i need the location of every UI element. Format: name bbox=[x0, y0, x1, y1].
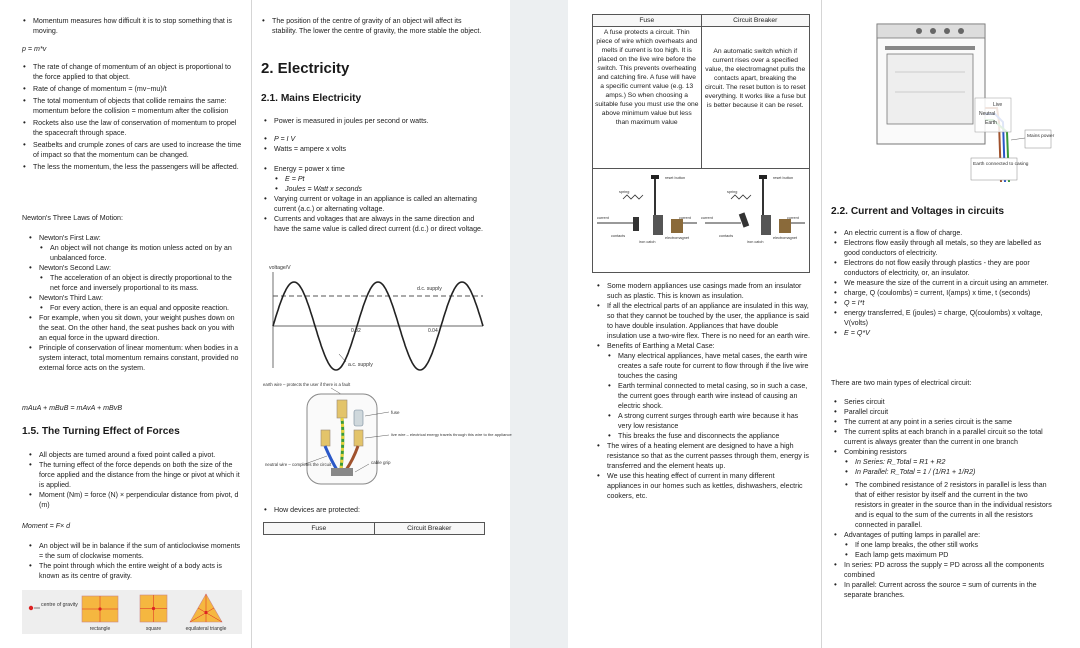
earth-casing-label: Earth connected to casing bbox=[973, 162, 1029, 167]
electricity-heading: 2. Electricity bbox=[261, 60, 350, 77]
current-label: current bbox=[787, 216, 799, 220]
stability-text: • The position of the centre of gravity of an object will affect its stability. The lower the centre of gravity, the more stable the object. bbox=[261, 16, 487, 36]
advantage-item: • Each lamp gets maximum PD bbox=[833, 550, 1055, 560]
newton-first: • Newton's First Law: bbox=[28, 233, 242, 243]
tick-label: 0.02 bbox=[351, 328, 361, 334]
list-item: • Moment (Nm) = force (N) × perpendicular distance from pivot, d (m) bbox=[28, 490, 242, 510]
neutral-label: Neutral bbox=[979, 111, 996, 117]
list-item: • The total momentum of objects that collide remains the same: momentum before the collision = momentum after the collision bbox=[22, 96, 242, 116]
list-item: • Series circuit bbox=[833, 397, 1055, 407]
oven-door bbox=[887, 54, 973, 124]
list-item: • In parallel: Current across the source = sum of currents in the separate branches. bbox=[833, 580, 1055, 600]
linear-momentum-principle: • Principle of conservation of linear momentum: when bodies in a system interact, total momentum remains constant, provided no external force acts on the system. bbox=[28, 343, 242, 373]
current-voltage-heading: 2.2. Current and Voltages in circuits bbox=[831, 206, 1005, 217]
knob-icon bbox=[930, 28, 936, 34]
fuse-description: A fuse protects a circuit. Thin piece of wire which overheats and melts if current is too high. It is placed on the live wire before the switch. This prevents overheating and catching fire. A fuse will have a specific current value (e.g. 13 amps.) So when choosing a suitable fuse you must use the one above minimum value but less than maximum value bbox=[593, 27, 702, 169]
list-item: • Benefits of Earthing a Metal Case: bbox=[596, 341, 810, 351]
list-item: • All objects are turned around a fixed point called a pivot. bbox=[28, 450, 242, 460]
table-header-fuse: Fuse bbox=[593, 15, 702, 27]
earth-benefit: • This breaks the fuse and disconnects the appliance bbox=[596, 431, 810, 441]
current-label: current bbox=[597, 216, 609, 220]
list-item: • charge, Q (coulombs) = current, I(amps) x time, t (seconds) bbox=[833, 288, 1055, 298]
newton-example: • For example, when you sit down, your weight pushes down on the seat. On the other hand, the seat pushes back on you with an equal force in the upward direction. bbox=[28, 313, 242, 343]
ac-label: a.c. supply bbox=[348, 362, 373, 368]
momentum-definition: • Momentum measures how difficult it is to stop something that is moving. bbox=[22, 16, 242, 36]
table-header-breaker: Circuit Breaker bbox=[701, 15, 810, 27]
contacts-label: contacts bbox=[719, 234, 734, 238]
list-item: • Varying current or voltage in an appliance is called an alternating current (a.c.) or alternating voltage. bbox=[263, 194, 487, 214]
newton-heading: Newton's Three Laws of Motion: bbox=[22, 214, 123, 222]
newton-third-detail: • For every action, there is an equal and opposite reaction. bbox=[28, 303, 242, 313]
newton-first-detail: • An object will not change its motion unless acted on by an unbalanced force. bbox=[28, 243, 242, 263]
power-equation: • P = I V bbox=[263, 134, 487, 144]
list-item: • Rockets also use the law of conservation of momentum to propel the spacecraft through space. bbox=[22, 118, 242, 138]
three-pin-plug-diagram bbox=[261, 378, 512, 488]
list-item: • An object will be in balance if the sum of anticlockwise moments = the sum of clockwise moments. bbox=[28, 541, 242, 561]
parallel-note: • The combined resistance of 2 resistors in parallel is less than that of either resistor by itself and the current in the two resistors in greater in the source than in the individual resistors and is equal to the sum of the currents in all the resistors connected in parallel. bbox=[833, 480, 1055, 530]
knob-icon bbox=[944, 28, 950, 34]
plug-earth-label: earth wire – protects the user if there is a fault bbox=[263, 382, 351, 387]
knob-icon bbox=[958, 28, 964, 34]
momentum-equation: p = m*v bbox=[22, 45, 47, 53]
knob-icon bbox=[916, 28, 922, 34]
newton-third: • Newton's Third Law: bbox=[28, 293, 242, 303]
circuit-breaker-diagram bbox=[593, 169, 809, 269]
plug-fuse-label: fuse bbox=[391, 410, 400, 415]
energy-sub: • Joules = Watt x seconds bbox=[263, 184, 487, 194]
power-measured: • Power is measured in joules per second or watts. bbox=[263, 116, 487, 126]
iron-catch-label: iron catch bbox=[747, 240, 764, 244]
fuse-vs-breaker-table bbox=[592, 14, 810, 273]
list-item: • The current splits at each branch in a parallel circuit so the total current is always greater than the current in one branch bbox=[833, 427, 1055, 447]
earth-benefit: • Earth terminal connected to metal casing, so in such a case, the current goes through earth wire instead of causing an electric shock. bbox=[596, 381, 810, 411]
newton-second: • Newton's Second Law: bbox=[28, 263, 242, 273]
list-item: • We measure the size of the current in a circuit using an ammeter. bbox=[833, 278, 1055, 288]
plug-neutral-label: neutral wire – completes the circuit bbox=[265, 462, 332, 467]
plug-cable-label: cable grip bbox=[371, 460, 391, 465]
list-item: • Seatbelts and crumple zones of cars are used to increase the time of impact so that the momentum can be changed. bbox=[22, 140, 242, 160]
list-item: • The rate of change of momentum of an object is proportional to the force applied to that object. bbox=[22, 62, 242, 82]
protection-table-header bbox=[263, 522, 485, 535]
dc-label: d.c. supply bbox=[417, 286, 442, 292]
current-label: current bbox=[679, 216, 691, 220]
parallel-equation: • In Parallel: R_Total = 1 / (1/R1 + 1/R2) bbox=[833, 467, 1055, 477]
ac-dc-voltage-graph bbox=[261, 262, 489, 372]
electromagnet-label: electromagnet bbox=[665, 236, 690, 240]
shape-label: equilateral triangle bbox=[185, 626, 227, 632]
page-right bbox=[568, 0, 1080, 648]
list-item: • Some modern appliances use casings made from an insulator such as plastic. This is known as insulation. bbox=[596, 281, 810, 301]
live-label: Live bbox=[993, 102, 1003, 108]
conservation-equation: mAuA + mBuB = mAvA + mBvB bbox=[22, 404, 123, 412]
list-item: • The current at any point in a series circuit is the same bbox=[833, 417, 1055, 427]
advantage-item: • If one lamp breaks, the other still works bbox=[833, 540, 1055, 550]
earth-label: Earth bbox=[985, 120, 997, 126]
list-item: • energy transferred, E (joules) = charge, Q(coulombs) x voltage, V(volts) bbox=[833, 308, 1055, 328]
newton-second-detail: • The acceleration of an object is directly proportional to the net force and inversely proportional to its mass. bbox=[28, 273, 242, 293]
list-item: • Parallel circuit bbox=[833, 407, 1055, 417]
mains-power-label: Mains power bbox=[1027, 134, 1055, 139]
contacts-label: contacts bbox=[611, 234, 626, 238]
graph-ylabel: voltage/V bbox=[269, 265, 291, 271]
centre-of-gravity-figure bbox=[22, 590, 242, 634]
watts-equation: • Watts = ampere x volts bbox=[263, 144, 487, 154]
breaker-description: An automatic switch which if current rises over a specified value, the electromagnet pulls the contacts apart, breaking the circuit. The reset button is to reset everything. It works like a fuse but is better because it can be reset. bbox=[701, 27, 810, 169]
momentum-list bbox=[22, 62, 242, 172]
list-item: • In series: PD across the supply = PD across all the components combined bbox=[833, 560, 1055, 580]
column-divider bbox=[251, 0, 252, 648]
table-header-fuse: Fuse bbox=[264, 523, 375, 535]
list-item: • We use this heating effect of current in many different appliances in our homes such as kettles, dishwashers, electric cookers, etc. bbox=[596, 471, 810, 501]
energy-sub: • E = Pt bbox=[263, 174, 487, 184]
list-item: • Electrons do not flow easily through plastics - they are poor conductors of electricity, or, an insulator. bbox=[833, 258, 1055, 278]
list-item: • The point through which the entire weight of a body acts is known as its centre of gravity. bbox=[28, 561, 242, 581]
plug-live-label: live wire – electrical energy travels through this wire to the appliance bbox=[391, 432, 512, 437]
cooker-earthing-diagram bbox=[875, 22, 1055, 184]
list-item: • Currents and voltages that are always in the same direction and have the same value is called direct current (d.c.) or direct voltage. bbox=[263, 214, 487, 234]
iron-catch-label: iron catch bbox=[639, 240, 656, 244]
shape-label: square bbox=[145, 626, 162, 632]
spring-label: spring bbox=[727, 190, 738, 194]
list-item: • E = Q*V bbox=[833, 328, 1055, 338]
list-item: • The wires of a heating element are designed to have a high resistance so that as the current passes through them, energy is transferred and the element heats up. bbox=[596, 441, 810, 471]
devices-protected: • How devices are protected: bbox=[263, 505, 487, 515]
page-left bbox=[0, 0, 510, 648]
table-header-breaker: Circuit Breaker bbox=[374, 523, 485, 535]
energy-equation: • Energy = power x time bbox=[263, 164, 487, 174]
moment-equation: Moment = F× d bbox=[22, 522, 71, 530]
shape-label: rectangle bbox=[89, 626, 111, 632]
earth-benefit: • Many electrical appliances, have metal cases, the earth wire creates a safe route for current to flow through if the live wire touches the casing bbox=[596, 351, 810, 381]
reset-label: reset button bbox=[773, 176, 794, 180]
cog-legend-dot-icon bbox=[29, 606, 33, 610]
reset-label: reset button bbox=[665, 176, 686, 180]
spring-label: spring bbox=[619, 190, 630, 194]
list-item: • Advantages of putting lamps in parallel are: bbox=[833, 530, 1055, 540]
earth-pin bbox=[337, 400, 347, 418]
list-item: • The less the momentum, the less the passengers will be affected. bbox=[22, 162, 242, 172]
cable-grip bbox=[331, 468, 353, 476]
cog-legend-label: centre of gravity bbox=[41, 602, 78, 608]
list-item: • Q = I*t bbox=[833, 298, 1055, 308]
fuse bbox=[354, 410, 363, 426]
circuit-types-intro: There are two main types of electrical circuit: bbox=[831, 379, 972, 387]
list-item: • Rate of change of momentum = (mv−mu)/t bbox=[22, 84, 242, 94]
electromagnet-label: electromagnet bbox=[773, 236, 798, 240]
earth-benefit: • A strong current surges through earth wire because it has very low resistance bbox=[596, 411, 810, 431]
turning-effect-heading: 1.5. The Turning Effect of Forces bbox=[22, 426, 180, 437]
mains-electricity-heading: 2.1. Mains Electricity bbox=[261, 93, 362, 104]
neutral-pin bbox=[321, 430, 330, 446]
list-item: • Electrons flow easily through all metals, so they are labelled as good conductors of electricity. bbox=[833, 238, 1055, 258]
list-item: • Combining resistors bbox=[833, 447, 1055, 457]
series-equation: • In Series: R_Total = R1 + R2 bbox=[833, 457, 1055, 467]
list-item: • The turning effect of the force depends on both the size of the force applied and the distance from the hinge or pivot at which it is applied. bbox=[28, 460, 242, 490]
live-pin bbox=[354, 430, 363, 446]
current-label: current bbox=[701, 216, 713, 220]
column-divider bbox=[821, 0, 822, 648]
list-item: • An electric current is a flow of charge. bbox=[833, 228, 1055, 238]
list-item: • If all the electrical parts of an appliance are insulated in this way, so that they cannot be touched by the user, the appliance is said to have double insulation. Appliances that have double insulation use a two-wire flex. There is no need for an earth wire. bbox=[596, 301, 810, 341]
tick-label: 0.04 bbox=[428, 328, 438, 334]
